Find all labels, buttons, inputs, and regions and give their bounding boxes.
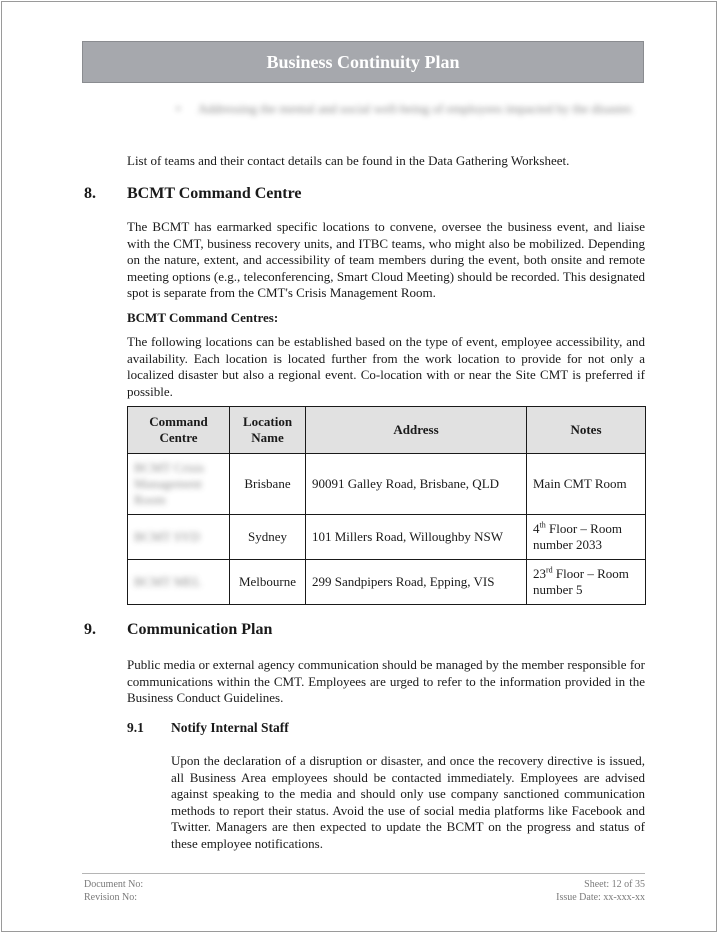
section-8-paragraph-1: The BCMT has earmarked specific locations to convene, oversee the business event, and liaise with the CMT, business recovery units, and ITBC teams, who might also be mobilized. Depending on the nature, extent, and accessibility of team members during the event, both onsite and remote meeting options (e.g., teleconferencing, Smart Cloud Meeting) should be recorded. This designated spot is separate from the CMT's Crisis Management Room. xyxy=(127,219,645,301)
notes-cell: Main CMT Room xyxy=(527,454,646,515)
notes-ordinal: th xyxy=(539,520,546,530)
blurred-centre-name: BCMT SYD xyxy=(134,529,200,544)
notes-room: Floor – Room number 2033 xyxy=(533,521,622,552)
document-title: Business Continuity Plan xyxy=(266,51,460,72)
section-9-paragraph: Public media or external agency communication should be managed by the member responsible for communications within the CMT. Employees are urged to refer to the information provided in the Business Conduct Guidelines. xyxy=(127,657,645,706)
command-centres-subheading: BCMT Command Centres: xyxy=(127,310,279,325)
footer-left xyxy=(84,878,143,904)
col-header-location-name: Location Name xyxy=(230,407,306,454)
table-row xyxy=(128,454,646,515)
notes-cell xyxy=(527,560,646,605)
blurred-bullet-item xyxy=(176,101,644,117)
col-header-notes: Notes xyxy=(527,407,646,454)
notes-floor: 4 xyxy=(533,521,540,536)
section-9-1-number: 9.1 xyxy=(127,720,144,735)
command-centre-cell xyxy=(128,454,230,515)
section-9-1-paragraph: Upon the declaration of a disruption or disaster, and once the recovery directive is issued, all Business Area employees should be contacted immediately. Employees are advised against speaking to the media and should only use company sanctioned communication methods to report their status. Avoid the use of social media platforms like Facebook and Twitter. Managers are then expected to update the BCMT on the progress and status of these employee notifications. xyxy=(171,753,645,851)
document-header xyxy=(82,41,644,83)
section-9-1-title: Notify Internal Staff xyxy=(171,720,289,735)
revision-number-label: Revision No: xyxy=(84,892,138,903)
table-row xyxy=(128,515,646,560)
section-8-number: 8. xyxy=(84,185,96,202)
intro-line: List of teams and their contact details can be found in the Data Gathering Worksheet. xyxy=(127,153,570,168)
notes-floor: 23 xyxy=(533,566,546,581)
command-centre-table xyxy=(127,406,646,605)
command-centre-cell xyxy=(128,560,230,605)
command-centre-cell xyxy=(128,515,230,560)
blurred-centre-name: BCMT Crisis Management Room xyxy=(134,460,205,507)
notes-room: Floor – Room number 5 xyxy=(533,566,629,597)
footer-divider xyxy=(82,873,645,874)
footer-right xyxy=(556,878,645,904)
notes-ordinal: rd xyxy=(546,565,553,575)
col-header-command-centre: Command Centre xyxy=(128,407,230,454)
issue-date: Issue Date: xx-xxx-xx xyxy=(556,892,645,903)
bullet-marker: • xyxy=(176,101,181,116)
section-8-title: BCMT Command Centre xyxy=(127,185,302,202)
table-header-row xyxy=(128,407,646,454)
section-9-number: 9. xyxy=(84,621,96,638)
col-header-address: Address xyxy=(306,407,527,454)
location-cell: Sydney xyxy=(230,515,306,560)
location-cell: Melbourne xyxy=(230,560,306,605)
location-cell: Brisbane xyxy=(230,454,306,515)
address-cell: 299 Sandpipers Road, Epping, VIS xyxy=(306,560,527,605)
document-number-label: Document No: xyxy=(84,879,144,890)
section-8-paragraph-2: The following locations can be established based on the type of event, employee accessibility, and availability. Each location is located further from the work location to provide for not only a localized disaster but also a regional event. Co-location with or near the Site CMT is preferred if possible. xyxy=(127,334,645,399)
section-9-title: Communication Plan xyxy=(127,621,273,638)
address-cell: 101 Millers Road, Willoughby NSW xyxy=(306,515,527,560)
notes-cell xyxy=(527,515,646,560)
blurred-centre-name: BCMT MEL xyxy=(134,574,202,589)
address-cell: 90091 Galley Road, Brisbane, QLD xyxy=(306,454,527,515)
table-row xyxy=(128,560,646,605)
bullet-text: Addressing the mental and social well-being of employees impacted by the disaster. xyxy=(197,101,634,116)
sheet-number: Sheet: 12 of 35 xyxy=(584,879,645,890)
